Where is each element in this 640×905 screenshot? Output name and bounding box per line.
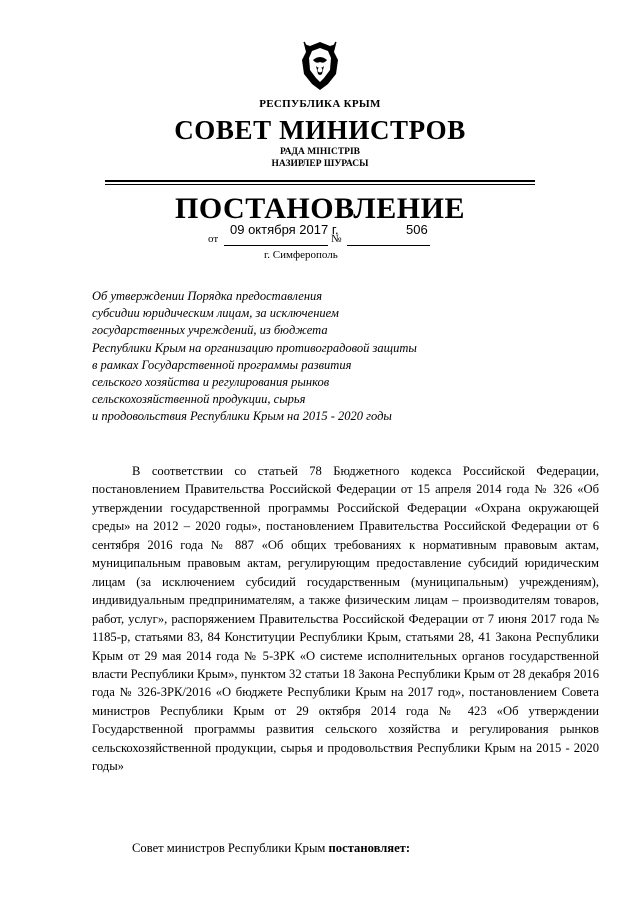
document-number: 506: [406, 222, 428, 237]
coat-of-arms-icon: [298, 40, 342, 92]
header-divider-thin: [105, 184, 535, 185]
decree-verb: постановляет:: [328, 841, 411, 855]
document-body: [92, 462, 599, 776]
council-name: СОВЕТ МИНИСТРОВ: [174, 115, 466, 145]
title-line: и продовольствия Республики Крым на 2015 - 2020 годы: [92, 409, 392, 424]
title-line: субсидии юридическим лицам, за исключением: [92, 306, 339, 321]
date-underline: [224, 245, 328, 246]
date-label: от: [208, 233, 219, 245]
republic-name: РЕСПУБЛИКА КРЫМ: [259, 98, 381, 110]
title-line: Республики Крым на организацию противоградовой защиты: [92, 340, 417, 355]
document-title: [92, 288, 572, 426]
preamble-paragraph: В соответствии со статьей 78 Бюджетного кодекса Российской Федерации, постановлением Правительства Российской Федерации от 15 апреля 2014 года № 326 «Об утверждении государственной программы Российской Федерации «Охрана окружающей среды» на 2012 – 2020 годы», постановлением Правительства Российской Федерации от 6 сентября 2016 года № 887 «Об общих требованиях к нормативным правовым актам, муниципальным правовым актам, регулирующим предоставление субсидий юридическим лицам (за исключением субсидий государственным (муниципальным) учреждениям), индивидуальным предпринимателям, а также физическим лицам – производителям товаров, работ, услуг», распоряжением Правительства Российской Федерации от 7 июня 2017 года № 1185-р, статьями 83, 84 Конституции Республики Крым, статьями 28, 41 Закона Республики Крым от 29 мая 2014 года № 5-ЗРК «О системе исполнительных органов государственной власти Республики Крым», пунктом 32 статьи 18 Закона Республики Крым от 28 декабря 2016 года № 326-ЗРК/2016 «О бюджете Республики Крым на 2017 год», постановлением Совета министров Республики Крым от 29 октября 2014 года № 423 «Об утверждении Государственной программы развития сельского хозяйства и регулирования рынков сельскохозяйственной продукции, сырья и продовольствия Республики Крым на 2015 - 2020 годы»: [92, 464, 599, 774]
document-type: ПОСТАНОВЛЕНИЕ: [175, 192, 465, 225]
title-line: сельского хозяйства и регулирования рынков: [92, 375, 330, 390]
title-line: в рамках Государственной программы развития: [92, 357, 352, 372]
number-underline: [347, 245, 430, 246]
document-city: г. Симферополь: [264, 249, 338, 261]
decree-prefix: Совет министров Республики Крым: [132, 841, 326, 855]
council-name-ukrainian: РАДА МІНІСТРІВ: [279, 147, 360, 157]
title-line: государственных учреждений, из бюджета: [92, 323, 328, 338]
document-date: 09 октября 2017 г.: [230, 222, 339, 237]
header-divider-thick: [105, 180, 535, 182]
decree-line: [132, 841, 410, 856]
number-label: №: [331, 233, 342, 245]
council-name-crimean-tatar: НАЗИРЛЕР ШУРАСЫ: [271, 159, 369, 169]
title-line: Об утверждении Порядка предоставления: [92, 289, 323, 303]
title-line: сельскохозяйственной продукции, сырья: [92, 392, 306, 407]
